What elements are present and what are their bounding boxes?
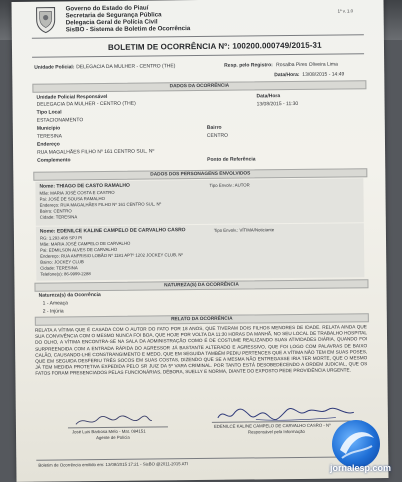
datahora-label: Data/Hora [256, 93, 281, 100]
person-1-tipo: Tipo Envolv.: AUTOR [209, 182, 250, 188]
person-2-endereco: Endereço: RUA ANFRISIO LOBÃO Nº 1181 APTº 1202 JOCKEY CLUB, Nº [40, 252, 184, 259]
person-1-bairro: Bairro: CENTRO [39, 208, 72, 214]
bairro-value: CENTRO [206, 132, 229, 139]
person-1-name: Nome: THIAGO DE CASTO RAMALHO [39, 182, 130, 190]
tipo-local-value: ESTACIONAMENTO [36, 117, 84, 124]
agent-name: José Luis Barbosa Melo - Mat. 084151 [71, 428, 146, 435]
state-crest-icon [34, 5, 58, 33]
header-line-1: Governo do Estado do Piauí [65, 4, 149, 13]
header-line-4: SisBO - Sistema de Boletim de Ocorrência [65, 25, 191, 34]
datahora-value: 13/08/2015 - 11:30 [256, 100, 299, 108]
section-dados-ocorrencia: DADOS DA OCORRÊNCIA [32, 80, 366, 92]
footer-text: Boletim de Ocorrência emitido em: 13/08/2015 17:21 - SisBO @2011-2015 ATI [38, 461, 189, 468]
resp-registro-value: Rosalba Pires Oliveira Lima [276, 61, 338, 69]
agent-role: Agente de Polícia [96, 434, 130, 441]
section-personagens: DADOS DOS PERSONAGENS ENVOLVIDOS [33, 168, 367, 180]
divider [36, 456, 368, 460]
header-line-2: Secretaria de Segurança Pública [65, 11, 162, 20]
person-1-endereco: Endereço: RUA MAGALHÃES FILHO Nº 161 CENTRO SUL, Nº [39, 201, 162, 208]
divider [32, 53, 364, 57]
person-2-pai: Pai: EDMILSON ALVES DE CARVALHO [40, 246, 118, 253]
unidade-label: Unidade Policial: [34, 64, 75, 71]
section-relato: RELATO DA OCORRÊNCIA [35, 313, 369, 325]
endereco-label: Endereço [36, 141, 60, 148]
person-1-mae: Mãe: MARIA JOSÉ COSTA E CASTRO [39, 189, 115, 196]
victim-name: EDENILCE KALINE CAMPELO DE CARVALHO CASRO - Nº [213, 422, 331, 429]
person-2-mae: Mãe: MARIA JOSÉ CAMPELO DE CARVALHO [40, 240, 131, 247]
person-2-rg: RG: 1.293.408 SPJ PI [39, 235, 83, 241]
unidade-responsavel-value: DELEGACIA DA MULHER - CENTRO (THE) [36, 100, 136, 108]
person-2-bairro: Bairro: JOCKEY CLUB [40, 259, 84, 265]
document-page [11, 0, 388, 482]
boletim-title: BOLETIM DE OCORRÊNCIA Nº: 100200.000749/2015-31 [107, 40, 322, 52]
person-2-telefone: Telefone(s): 86-9999-2288 [40, 271, 91, 277]
person-2-tipo: Tipo Envolv.: VÍTIMA/Noticiante [213, 227, 275, 233]
natureza-label: Natureza(s) da Ocorrência [38, 292, 101, 299]
header-line-3: Delegacia Geral de Polícia Civil [65, 18, 158, 27]
section-natureza: NATUREZA(S) DA OCORRÊNCIA [34, 279, 368, 291]
watermark-site: jornalesp.com [330, 463, 392, 473]
bairro-label: Bairro [206, 124, 222, 131]
data-hora-label: Data/Hora: [274, 71, 300, 79]
victim-role: Responsável pela Informação [247, 428, 305, 435]
unidade-responsavel-label: Unidade Policial Responsável [36, 93, 108, 101]
municipio-label: Município [36, 125, 61, 132]
data-hora-value: 13/08/2015 - 14:49 [302, 71, 345, 78]
ponto-referencia-label: Ponto de Referência [207, 156, 256, 163]
natureza-item-1: 1 - Ameaça [42, 300, 68, 307]
person-2-name: Nome: EDENILCE KALINE CAMPELO DE CARVALHO CASRO [39, 227, 186, 235]
endereco-value: RUA MAGALHÃES FILHO Nº 161 CENTRO SUL, Nº [37, 148, 155, 156]
natureza-item-2: 2 - Injúria [42, 308, 64, 315]
complemento-label: Complemento [37, 157, 71, 164]
jornalesp-logo-icon [332, 420, 380, 468]
tipo-local-label: Tipo Local [36, 109, 62, 116]
person-1-cidade: Cidade: TERESINA [39, 214, 78, 220]
person-2-cidade: Cidade: TERESINA [40, 265, 78, 271]
resp-registro-label: Resp. pelo Registro: [224, 62, 273, 69]
divider [32, 34, 364, 38]
unidade-value: DELEGACIA DA MULHER - CENTRO (THE) [76, 63, 176, 71]
person-1-pai: Pai: JOSÉ DE SOUSA RAMALHO [39, 195, 106, 202]
municipio-value: TERESINA [36, 133, 62, 140]
page-version: 1º v. 1.0 [337, 8, 353, 14]
relato-text: RELATA A VÍTIMA QUE É CASADA COM O AUTOR DO FATO POR 18 ANOS, QUE TIVERAM DOIS FILHOS MENORES DE IDADE. RELATA AINDA QUE SUA CONVIVÊNCIA COM O MESMO NUNCA FOI BOA, QUE HOJE POR VOLTA DA 11:30 HORAS DA MANHÃ, NO SEU LOCAL DE TRABALHO HOSPITAL DO OLHO, A VÍTIMA ENCONTRA-SE NA SALA DA ADMINISTRAÇÃO COMO É DE COSTUME REALIZANDO SUAS ATIVIDADES DIÁRIA, QUANDO FOI SURPREENDIDA COM A ENTRADA RÁPIDA DO AGRESSOR JÁ BASTANTE ALTERADO E AGRESSIVO, QUE FOI LOGO COM PALAVRAS DE BAIXO CALÃO, CAUSANDO-LHE CONSTRANGIMENTO E MEDO, QUE EM SEGUIDA TAMBÉM PEDIU PERTENCES QUE A VÍTIMA NÃO TEM EM SUAS POSES, QUE EM SEGUIDA DESFERIU TRÊS SOCOS EM SUAS COSTAS, DIZENDO QUE SE A MESMA NÃO ENTREGASSE IRIA TER MORTE, QUE O MESMO JÁ TEM MEDIDA PROTETIVA EXPEDIDA PELO SR JUIZ DA 5ª VARA CRIMINAL. POR TANTO ESTÁ DESOBEDECENDO A ORDEM JUDICIAL, QUE OS FATOS FORAM PRESENCIADOS PELAS FUNCIONÁRIAS, DÉBORA, SUELLY E NORMA, DIANTE DO EXPOSTO PEDE PROVIDÊNCIA URGENTE. [34, 324, 368, 377]
